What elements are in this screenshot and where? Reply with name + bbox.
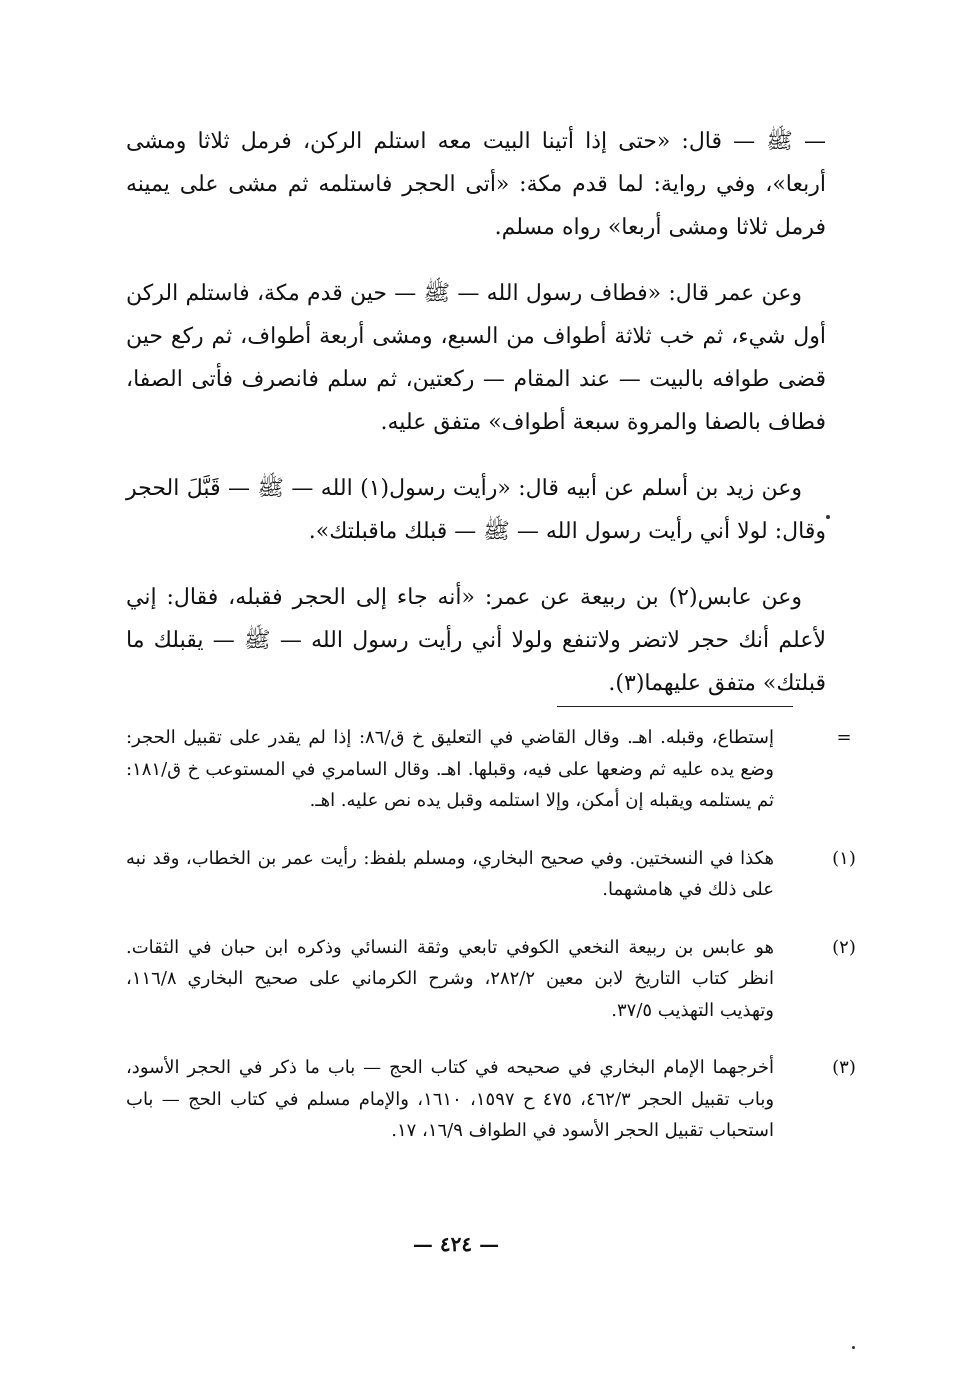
main-text: [126, 120, 826, 728]
footnote-text: إستطاع، وقبله. اهـ. وقال القاضي في التعليق خ ق/٨٦: إذا لم يقدر على تقبيل الحجر: وضع يده عليه ثم وضعها على فيه، وقبلها. اهـ. وقال السامري في المستوعب خ ق/١٨١: ثم يستلمه ويقبله إن أمكن، وإلا استلمه وقبل يده نص عليه. اهـ.: [126, 727, 774, 811]
footnote-marker: (١): [832, 847, 856, 869]
footnotes: [126, 722, 856, 1173]
paragraph-1: — ﷺ — قال: «حتى إذا أتينا البيت معه استلم الركن، فرمل ثلاثا ومشى أربعا»، وفي رواية: لما قدم مكة: «أتى الحجر فاستلمه ثم مشى على يمينه فرمل ثلاثا ومشى أربعا» رواه مسلم.: [126, 129, 826, 240]
page-number: — ٤٢٤ —: [412, 1232, 500, 1256]
footnote-marker: (٢): [832, 936, 856, 958]
footnote-marker: (٣): [832, 1057, 856, 1078]
footnote-marker: =: [836, 727, 852, 748]
footnote-2: [126, 932, 856, 1027]
paragraph-4: وعن عابس(٢) بن ربيعة عن عمر: «أنه جاء إلى الحجر فقبله، فقال: إني لأعلم أنك حجر لاتضر ولاتنفع ولولا أني رأيت رسول الله — ﷺ — يقبلك ما قبلتك» متفق عليهما(٣).: [126, 585, 826, 696]
scan-speck: [852, 1346, 855, 1349]
footnote-text: هكذا في النسختين. وفي صحيح البخاري، ومسلم بلفظ: رأيت عمر بن الخطاب، وقد نبه على ذلك في هامشهما.: [126, 847, 774, 900]
footnote-3: [126, 1052, 856, 1147]
paragraph-3: وعن زيد بن أسلم عن أبيه قال: «رأيت رسول(١) الله — ﷺ — قَبَّلَ الحجر وقال: لولا أني رأيت رسول الله — ﷺ — قبلك ماقبلتك».: [126, 476, 826, 544]
scan-speck: [826, 515, 830, 519]
paragraph-2: وعن عمر قال: «فطاف رسول الله — ﷺ — حين قدم مكة، فاستلم الركن أول شيء، ثم خب ثلاثة أطواف من السبع، ومشى أربعة أطواف، ثم ركع حين قضى طوافه بالبيت — عند المقام — ركعتين، ثم سلم فانصرف فأتى الصفا، فطاف بالصفا والمروة سبعة أطواف» متفق عليه.: [126, 281, 826, 435]
footnote-text: أخرجهما الإمام البخاري في صحيحه في كتاب الحج — باب ما ذكر في الحجر الأسود، وباب تقبيل الحجر ٤٦٢/٣، ٤٧٥ ح ١٥٩٧، ١٦١٠، والإمام مسلم في كتاب الحج — باب استحباب تقبيل الحجر الأسود في الطواف ١٦/٩، ١٧.: [126, 1057, 775, 1141]
footnote-text: هو عابس بن ربيعة النخعي الكوفي تابعي وثقة النسائي وذكره ابن حبان في الثقات. انظر كتاب التاريخ لابن معين ٢٨٢/٢، وشرح الكرماني على صحيح البخاري ١١٦/٨، وتهذيب التهذيب ٣٧/٥.: [126, 936, 775, 1021]
footnote-1: [126, 843, 856, 906]
footnote-separator: [557, 706, 793, 707]
footnote-continued: [126, 722, 852, 817]
